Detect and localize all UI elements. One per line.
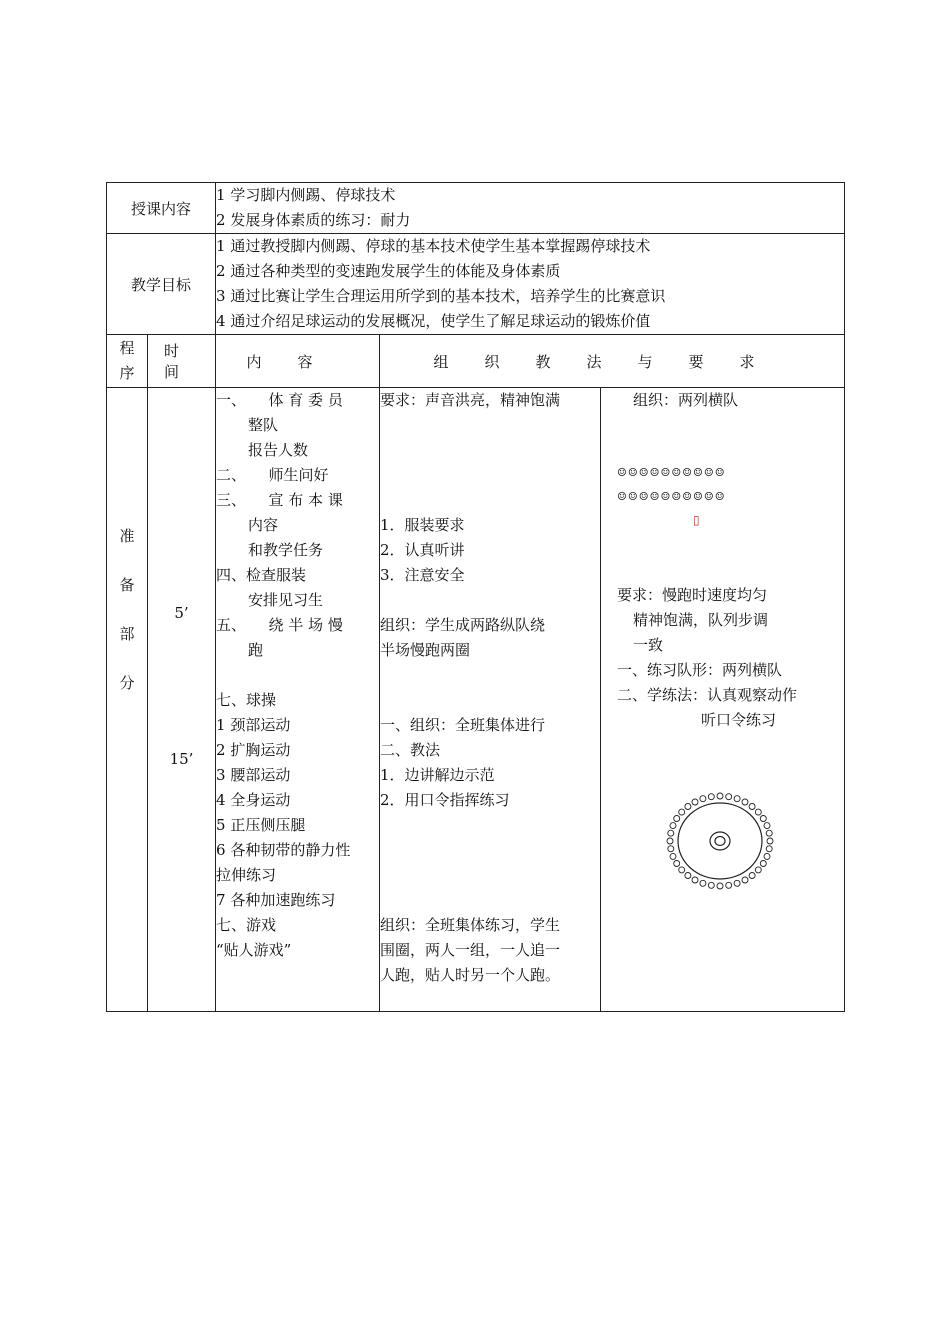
content-line: 1 学习脚内侧踢、停球技术	[216, 186, 396, 204]
goals-label: 教学目标	[107, 234, 216, 335]
student-marker	[734, 880, 740, 886]
teacher-marker: ▯	[693, 513, 700, 527]
student-marker	[685, 873, 691, 879]
method-item: 1．服装要求	[380, 516, 465, 534]
content-item: 2 扩胸运动	[216, 741, 291, 759]
student-marker	[708, 882, 714, 888]
header-order-top: 程	[119, 339, 135, 357]
student-marker	[708, 794, 714, 800]
student-marker	[674, 861, 680, 867]
goals-row	[107, 234, 845, 335]
goal-line: 2 通过各种类型的变速跑发展学生的体能及身体素质	[216, 262, 561, 280]
method-item: 2．认真听讲	[380, 541, 465, 559]
student-marker	[667, 838, 673, 844]
content-row	[107, 183, 845, 234]
org-item: 听口令练习	[701, 711, 777, 729]
content-item: 拉伸练习	[216, 866, 277, 884]
content-line: 2 发展身体素质的练习：耐力	[216, 211, 411, 229]
content-item: 4 全身运动	[216, 791, 291, 809]
student-marker	[742, 799, 748, 805]
section-name-char: 分	[119, 674, 135, 692]
method-item: 要求：声音洪亮，精神饱满	[380, 391, 561, 409]
student-marker	[766, 830, 772, 836]
student-marker	[734, 796, 740, 802]
student-marker	[692, 799, 698, 805]
student-marker	[766, 846, 772, 852]
student-marker	[692, 877, 698, 883]
org-item: 一致	[633, 636, 664, 654]
goal-line: 4 通过介绍足球运动的发展概况，使学生了解足球运动的锻炼价值	[216, 312, 651, 330]
header-order-bottom: 序	[119, 364, 135, 382]
student-marker	[670, 853, 676, 859]
method-item: 组织：学生成两路纵队绕	[380, 616, 546, 634]
content-item: 跑	[248, 641, 264, 659]
method-item: 二、教法	[380, 741, 441, 759]
formation-row: ☺☺☺☺☺☺☺☺☺☺	[617, 490, 726, 503]
student-marker	[755, 867, 761, 873]
student-marker	[760, 816, 766, 822]
circle-formation-svg	[665, 791, 775, 891]
student-marker	[764, 853, 770, 859]
org-item: 要求：慢跑时速度均匀	[617, 586, 768, 604]
student-marker	[668, 830, 674, 836]
content-item: 1 颈部运动	[216, 716, 291, 734]
content-item: 报告人数	[248, 441, 309, 459]
content-item: 7 各种加速跑练习	[216, 891, 336, 909]
circle-formation-diagram	[665, 791, 775, 891]
student-marker	[717, 883, 723, 889]
org-item: 精神饱满，队列步调	[633, 611, 769, 629]
method-item: 2．用口令指挥练习	[380, 791, 510, 809]
method-item: 半场慢跑两圈	[380, 641, 471, 659]
student-marker	[679, 867, 685, 873]
student-marker	[749, 804, 755, 810]
header-content-cell	[216, 335, 380, 388]
time-value: 15’	[169, 750, 194, 768]
content-item: 3 腰部运动	[216, 766, 291, 784]
org-item: 二、学练法：认真观察动作	[617, 686, 798, 704]
header-order	[107, 335, 148, 388]
header-content: 内容	[246, 352, 349, 371]
student-marker	[755, 809, 761, 815]
method-item: 围圈，两人一组，一人追一	[380, 941, 561, 959]
prep-section-row	[107, 388, 845, 1012]
student-marker	[700, 880, 706, 886]
section-name-cell	[107, 388, 148, 1012]
student-marker	[717, 793, 723, 799]
header-time: 时间	[164, 342, 200, 381]
goal-line: 3 通过比赛让学生合理运用所学到的基本技术，培养学生的比赛意识	[216, 287, 666, 305]
student-marker	[764, 823, 770, 829]
content-item: 二、 师生问好	[216, 466, 329, 484]
content-item: 内容	[248, 516, 279, 534]
time-value: 5’	[174, 604, 189, 622]
student-marker	[668, 846, 674, 852]
content-item: 整队	[248, 416, 279, 434]
content-item: 一、 体 育 委 员	[216, 391, 343, 409]
student-marker	[700, 796, 706, 802]
student-marker	[674, 816, 680, 822]
method-item: 一、组织：全班集体进行	[380, 716, 546, 734]
section-time-cell	[148, 388, 216, 1012]
header-time-cell	[148, 335, 216, 388]
method-item: 3．注意安全	[380, 566, 465, 584]
content-item: 安排见习生	[248, 591, 324, 609]
content-item: 三、 宣 布 本 课	[216, 491, 343, 509]
org-item: 一、练习队形：两列横队	[617, 661, 783, 679]
section-org-cell	[601, 388, 845, 1012]
method-item: 1．边讲解边示范	[380, 766, 495, 784]
student-marker	[685, 804, 691, 810]
content-lines	[216, 183, 845, 234]
method-item: 组织：全班集体练习，学生	[380, 916, 561, 934]
content-item: “贴人游戏”	[216, 941, 292, 959]
header-row	[107, 335, 845, 388]
content-item: 5 正压侧压腿	[216, 816, 306, 834]
header-method: 组织教法与要求	[433, 352, 791, 371]
student-marker	[726, 794, 732, 800]
lesson-plan-table	[106, 182, 845, 1012]
header-method-cell	[380, 335, 845, 388]
method-item: 人跑，贴人时另一个人跑。	[380, 966, 561, 984]
student-marker	[670, 823, 676, 829]
student-marker	[749, 873, 755, 879]
formation-row: ☺☺☺☺☺☺☺☺☺☺	[617, 466, 726, 479]
student-marker	[742, 877, 748, 883]
content-item: 七、游戏	[216, 916, 277, 934]
student-marker	[760, 861, 766, 867]
org-item: 组织：两列横队	[633, 391, 739, 409]
student-marker	[767, 838, 773, 844]
goals-lines	[216, 234, 845, 335]
content-item: 6 各种韧带的静力性	[216, 841, 351, 859]
section-content-cell	[216, 388, 380, 1012]
content-item: 和教学任务	[248, 541, 324, 559]
goal-line: 1 通过教授脚内侧踢、停球的基本技术使学生基本掌握踢停球技术	[216, 237, 651, 255]
section-name-char: 准	[119, 527, 135, 545]
section-name-char: 部	[119, 625, 135, 643]
content-label: 授课内容	[107, 183, 216, 234]
content-item: 五、 绕 半 场 慢	[216, 616, 343, 634]
section-method-cell	[380, 388, 601, 1012]
content-item: 四、检查服装	[216, 566, 307, 584]
student-marker	[726, 882, 732, 888]
content-item: 七、球操	[216, 691, 277, 709]
section-name-char: 备	[119, 576, 135, 594]
student-marker	[679, 809, 685, 815]
